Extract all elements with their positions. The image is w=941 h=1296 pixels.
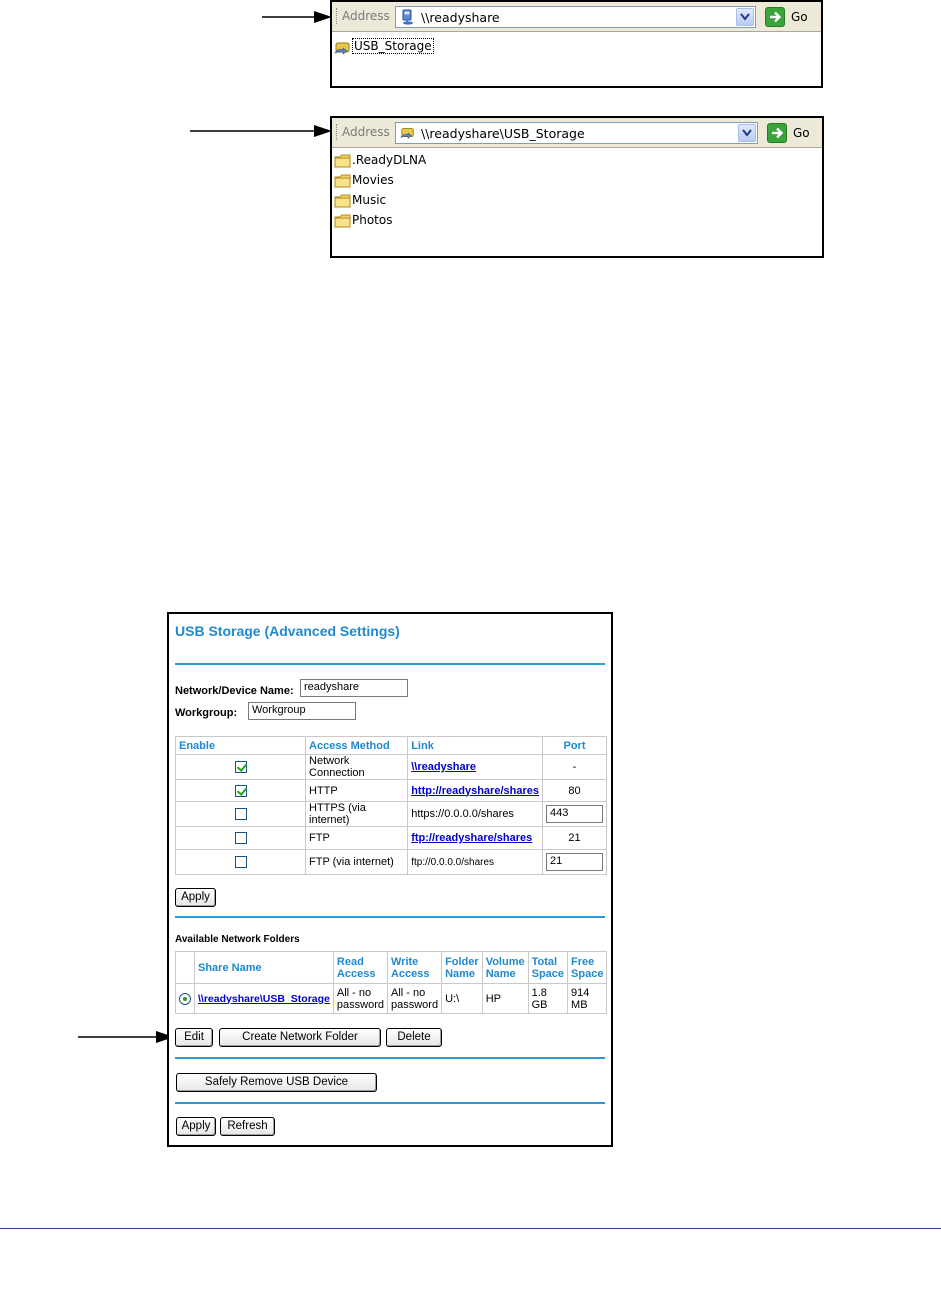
table-row	[176, 802, 607, 827]
folder-icon	[334, 173, 352, 189]
access-method-cell: HTTPS (via internet)	[306, 802, 408, 827]
address-label: Address	[342, 9, 390, 23]
go-label: Go	[793, 126, 810, 140]
enable-checkbox-network-connection[interactable]	[235, 761, 247, 773]
col-header-port: Port	[542, 737, 606, 755]
chevron-down-icon	[742, 129, 752, 137]
col-header-folder-name: Folder Name	[442, 952, 483, 984]
ftp-internet-port-input[interactable]: 21	[546, 853, 603, 871]
divider	[175, 1057, 605, 1059]
col-header-volume-name: Volume Name	[482, 952, 528, 984]
volume-name-cell: HP	[482, 984, 528, 1014]
col-header-total-space: Total Space	[528, 952, 567, 984]
go-arrow-icon	[765, 7, 785, 27]
port-cell: 80	[542, 780, 606, 802]
safely-remove-usb-button[interactable]: Safely Remove USB Device	[176, 1073, 377, 1092]
address-value: \\readyshare\USB_Storage	[421, 126, 585, 141]
address-input[interactable]	[395, 6, 756, 28]
access-method-cell: FTP (via internet)	[306, 850, 408, 875]
folder-item-label: Movies	[352, 173, 394, 187]
folder-item-label: Photos	[352, 213, 393, 227]
chevron-down-icon	[740, 13, 750, 21]
link-readyshare[interactable]: \\readyshare	[411, 761, 477, 773]
folder-icon	[334, 193, 352, 209]
divider	[175, 663, 605, 665]
enable-checkbox-https[interactable]	[235, 808, 247, 820]
address-value: \\readyshare	[421, 10, 500, 25]
create-network-folder-button[interactable]: Create Network Folder	[219, 1028, 381, 1047]
address-bar	[332, 118, 822, 148]
col-header-access-method: Access Method	[306, 737, 408, 755]
go-button[interactable]	[763, 6, 815, 28]
usb-storage-settings-panel	[167, 612, 613, 1147]
address-bar	[332, 2, 821, 32]
https-port-input[interactable]: 443	[546, 805, 603, 823]
divider	[175, 1102, 605, 1104]
folder-icon	[334, 153, 352, 169]
toolbar-grip[interactable]	[336, 8, 339, 24]
pointer-arrow-edit	[78, 1028, 174, 1046]
col-header-link: Link	[408, 737, 543, 755]
table-row	[176, 850, 607, 875]
total-space-cell: 1.8 GB	[528, 984, 567, 1014]
explorer-window-usb-storage	[330, 116, 824, 258]
address-dropdown-button[interactable]	[736, 8, 754, 26]
pointer-arrow-address-1	[262, 8, 332, 26]
refresh-button[interactable]: Refresh	[220, 1117, 275, 1136]
folder-name-cell: U:\	[442, 984, 483, 1014]
device-name-input[interactable]: readyshare	[300, 679, 408, 697]
access-method-cell: Network Connection	[306, 755, 408, 780]
workgroup-label: Workgroup:	[175, 707, 238, 719]
col-header-read-access: Read Access	[333, 952, 387, 984]
link-http-shares[interactable]: http://readyshare/shares	[411, 784, 539, 797]
access-method-table	[175, 736, 607, 875]
apply-button[interactable]: Apply	[175, 888, 216, 907]
workgroup-input[interactable]: Workgroup	[248, 702, 356, 720]
go-arrow-icon	[767, 123, 787, 143]
enable-checkbox-ftp-internet[interactable]	[235, 856, 247, 868]
apply-bottom-button[interactable]: Apply	[176, 1117, 216, 1136]
address-input[interactable]	[395, 122, 758, 144]
free-space-cell: 914 MB	[568, 984, 607, 1014]
explorer-window-readyshare	[330, 0, 823, 88]
link-text-cell: ftp://0.0.0.0/shares	[408, 850, 543, 875]
page-title: USB Storage (Advanced Settings)	[175, 623, 400, 639]
folder-select-radio[interactable]	[179, 993, 191, 1005]
address-dropdown-button[interactable]	[738, 124, 756, 142]
table-row	[176, 827, 607, 850]
access-method-cell: FTP	[306, 827, 408, 850]
enable-checkbox-http[interactable]	[235, 785, 247, 797]
edit-button[interactable]: Edit	[175, 1028, 213, 1047]
address-label: Address	[342, 125, 390, 139]
device-name-label: Network/Device Name:	[175, 685, 294, 697]
access-method-cell: HTTP	[306, 780, 408, 802]
folder-icon	[334, 213, 352, 229]
write-access-cell: All - no password	[387, 984, 441, 1014]
toolbar-grip[interactable]	[336, 124, 339, 140]
port-cell: -	[542, 755, 606, 780]
shared-drive-icon	[400, 125, 416, 141]
link-text-cell: https://0.0.0.0/shares	[408, 802, 543, 827]
delete-button[interactable]: Delete	[386, 1028, 442, 1047]
divider	[175, 916, 605, 918]
page-footer-rule	[0, 1228, 941, 1229]
link-ftp-shares[interactable]: ftp://readyshare/shares	[411, 832, 533, 844]
read-access-cell: All - no password	[333, 984, 387, 1014]
shared-drive-icon	[334, 39, 352, 55]
enable-checkbox-ftp[interactable]	[235, 832, 247, 844]
folder-item-label: .ReadyDLNA	[352, 153, 427, 167]
network-computer-icon	[400, 9, 416, 25]
go-label: Go	[791, 10, 808, 24]
share-name-link[interactable]: \\readyshare\USB_Storage	[198, 992, 330, 1005]
file-item-label: USB_Storage	[354, 39, 432, 53]
folder-item-label: Music	[352, 193, 387, 207]
go-button[interactable]	[765, 122, 817, 144]
port-cell: 21	[542, 827, 606, 850]
available-folders-heading: Available Network Folders	[175, 934, 300, 945]
network-folders-table	[175, 951, 607, 1014]
col-header-free-space: Free Space	[568, 952, 607, 984]
table-row	[176, 755, 607, 780]
table-row	[176, 780, 607, 802]
col-header-share-name: Share Name	[195, 952, 334, 984]
col-header-write-access: Write Access	[387, 952, 441, 984]
table-row	[176, 984, 607, 1014]
pointer-arrow-address-2	[190, 122, 332, 140]
col-header-enable: Enable	[176, 737, 306, 755]
